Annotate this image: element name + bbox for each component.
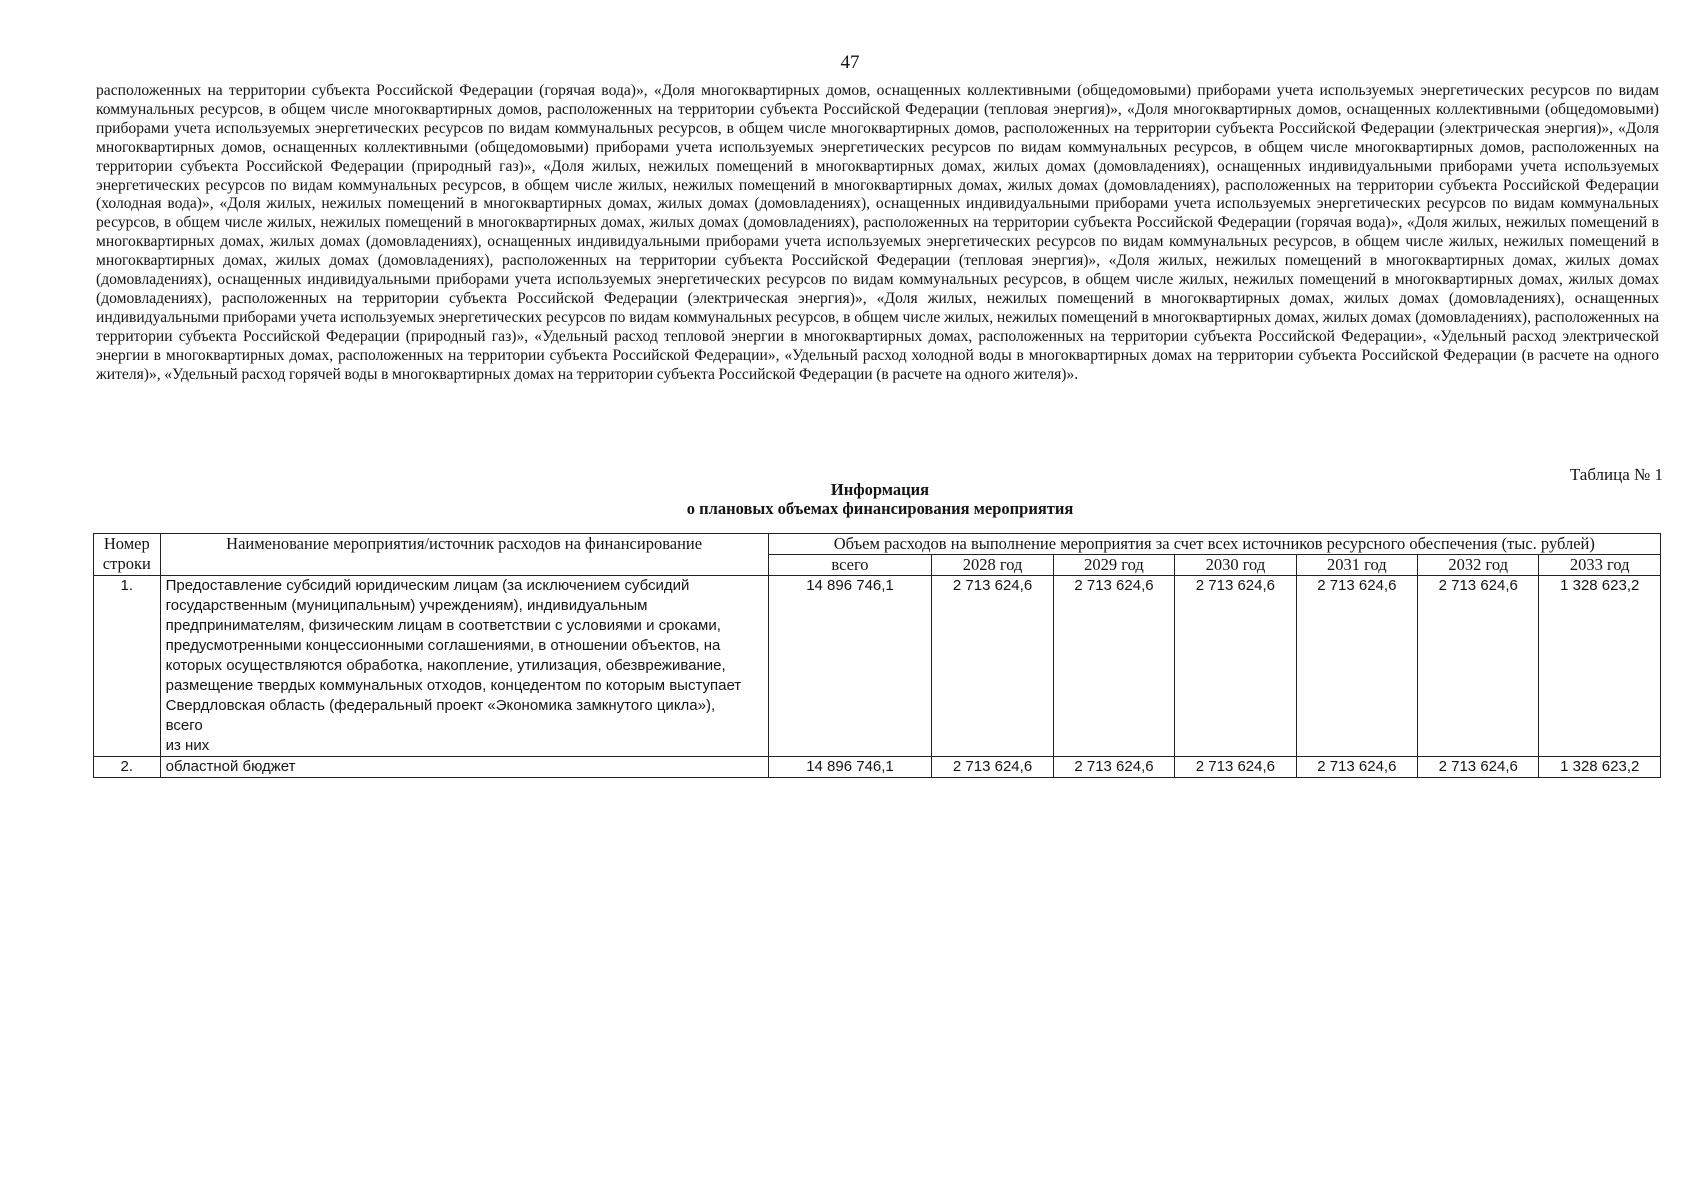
row-name <box>160 757 768 778</box>
header-row-number: Номер строки <box>94 534 161 576</box>
header-col-total: всего <box>768 555 932 576</box>
table-row <box>94 757 1661 778</box>
cell-2030: 2 713 624,6 <box>1175 757 1296 778</box>
cell-2030: 2 713 624,6 <box>1175 576 1296 757</box>
row-name-line: которых осуществляются обработка, накопление, утилизация, обезвреживание, <box>165 657 726 674</box>
row-number: 2. <box>94 757 161 778</box>
cell-total: 14 896 746,1 <box>768 576 932 757</box>
cell-2028: 2 713 624,6 <box>932 576 1053 757</box>
header-col-2030: 2030 год <box>1175 555 1296 576</box>
row-name-line: государственным (муниципальным) учреждениям), индивидуальным <box>165 597 648 614</box>
cell-2031: 2 713 624,6 <box>1296 757 1417 778</box>
row-name-line: из них <box>165 737 210 754</box>
row-name-line: областной бюджет <box>165 758 296 775</box>
financing-table <box>93 533 1661 778</box>
table-row <box>94 576 1661 757</box>
row-name-line: предпринимателям, физическим лицам в соответствии с условиями и сроками, <box>165 617 721 634</box>
header-volume: Объем расходов на выполнение мероприятия за счет всех источников ресурсного обеспечения (тыс. рублей) <box>768 534 1660 555</box>
row-name <box>160 576 768 757</box>
cell-2031: 2 713 624,6 <box>1296 576 1417 757</box>
header-name: Наименование мероприятия/источник расходов на финансирование <box>160 534 768 576</box>
cell-2032: 2 713 624,6 <box>1418 576 1539 757</box>
cell-2028: 2 713 624,6 <box>932 757 1053 778</box>
table-title <box>0 480 1699 518</box>
cell-total: 14 896 746,1 <box>768 757 932 778</box>
header-col-2033: 2033 год <box>1539 555 1661 576</box>
cell-2029: 2 713 624,6 <box>1053 576 1174 757</box>
row-name-line: Предоставление субсидий юридическим лицам (за исключением субсидий <box>165 577 690 594</box>
cell-2029: 2 713 624,6 <box>1053 757 1174 778</box>
body-paragraph: расположенных на территории субъекта Российской Федерации (горячая вода)», «Доля многоквартирных домов, оснащенных коллективными (общедомовыми) приборами учета используемых энергетических ресурсов по видам коммунальных ресурсов, в общем числе многоквартирных домов, расположенных на территории субъекта Российской Федерации (тепловая энергия)», «Доля многоквартирных домов, оснащенных коллективными (общедомовыми) приборами учета используемых энергетических ресурсов по видам коммунальных ресурсов, в общем числе многоквартирных домов, расположенных на территории субъекта Российской Федерации (электрическая энергия)», «Доля многоквартирных домов, оснащенных коллективными (общедомовыми) приборами учета используемых энергетических ресурсов по видам коммунальных ресурсов, в общем числе многоквартирных домов, расположенных на территории субъекта Российской Федерации (природный газ)», «Доля жилых, нежилых помещений в многоквартирных домах, жилых домах (домовладениях), оснащенных индивидуальными приборами учета используемых энергетических ресурсов по видам коммунальных ресурсов, в общем числе жилых, нежилых помещений в многоквартирных домах, жилых домах (домовладениях), расположенных на территории субъекта Российской Федерации (холодная вода)», «Доля жилых, нежилых помещений в многоквартирных домах, жилых домах (домовладениях), оснащенных индивидуальными приборами учета используемых энергетических ресурсов по видам коммунальных ресурсов, в общем числе жилых, нежилых помещений в многоквартирных домах, жилых домах (домовладениях), расположенных на территории субъекта Российской Федерации (горячая вода)», «Доля жилых, нежилых помещений в многоквартирных домах, жилых домах (домовладениях), оснащенных индивидуальными приборами учета используемых энергетических ресурсов по видам коммунальных ресурсов, в общем числе жилых, нежилых помещений в многоквартирных домах, жилых домах (домовладениях), расположенных на территории субъекта Российской Федерации (тепловая энергия)», «Доля жилых, нежилых помещений в многоквартирных домах, жилых домах (домовладениях), оснащенных индивидуальными приборами учета используемых энергетических ресурсов по видам коммунальных ресурсов, в общем числе жилых, нежилых помещений в многоквартирных домах, жилых домах (домовладениях), расположенных на территории субъекта Российской Федерации (электрическая энергия)», «Доля жилых, нежилых помещений в многоквартирных домах, жилых домах (домовладениях), оснащенных индивидуальными приборами учета используемых энергетических ресурсов по видам коммунальных ресурсов, в общем числе жилых, нежилых помещений в многоквартирных домах, жилых домах (домовладениях), расположенных на территории субъекта Российской Федерации (природный газ)», «Удельный расход тепловой энергии в многоквартирных домах, расположенных на территории субъекта Российской Федерации», «Удельный расход электрической энергии в многоквартирных домах, расположенных на территории субъекта Российской Федерации», «Удельный расход холодной воды в многоквартирных домах на территории субъекта Российской Федерации (в расчете на одного жителя)», «Удельный расход горячей воды в многоквартирных домах на территории субъекта Российской Федерации (в расчете на одного жителя)». <box>96 82 1659 383</box>
cell-2033: 1 328 623,2 <box>1539 576 1661 757</box>
row-number: 1. <box>94 576 161 757</box>
row-name-line: Свердловская область (федеральный проект «Экономика замкнутого цикла»), <box>165 697 716 714</box>
header-col-2031: 2031 год <box>1296 555 1417 576</box>
header-col-2029: 2029 год <box>1053 555 1174 576</box>
page-number: 47 <box>840 52 860 73</box>
row-name-line: всего <box>165 717 203 734</box>
table-header-row <box>94 534 1661 555</box>
table-title-line-2: о плановых объемах финансирования мероприятия <box>686 499 1074 518</box>
row-name-line: размещение твердых коммунальных отходов, концедентом по которым выступает <box>165 677 742 694</box>
table-title-line-1: Информация <box>830 480 930 499</box>
cell-2032: 2 713 624,6 <box>1418 757 1539 778</box>
header-col-2028: 2028 год <box>932 555 1053 576</box>
table-label: Таблица № 1 <box>1569 465 1663 484</box>
cell-2033: 1 328 623,2 <box>1539 757 1661 778</box>
header-col-2032: 2032 год <box>1418 555 1539 576</box>
row-name-line: предусмотренными концессионными соглашениями, в отношении объектов, на <box>165 637 721 654</box>
